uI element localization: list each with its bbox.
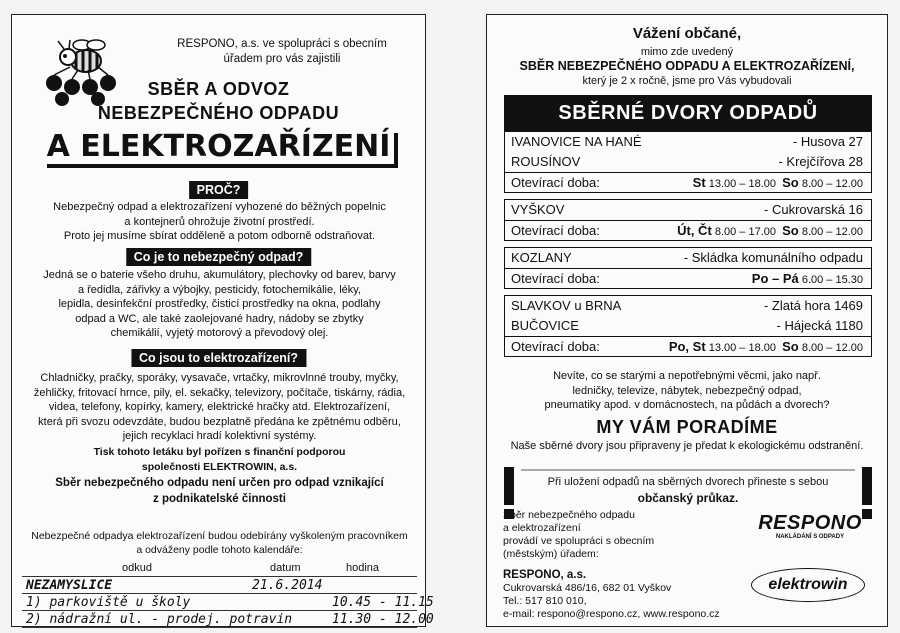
hours-time: 6.00 – 15.30 [801, 274, 863, 286]
electro-text [22, 371, 417, 444]
text-line: Nevíte, co se starými a nepotřebnými věcmi, jako např. [553, 370, 821, 382]
print-note [22, 445, 417, 474]
text-line: a elektrozařízení [503, 522, 581, 534]
respono-logo [755, 512, 865, 540]
greeting-line-4: který je 2 x ročně, jsme pro Vás vybudovali [582, 75, 792, 87]
company-address: Cukrovarská 486/16, 682 01 Vyškov [503, 582, 672, 594]
intro-line: RESPONO, a.s. ve spolupráci s obecním [177, 38, 387, 50]
hours-day: So [782, 223, 799, 238]
text-line: chemikálií, vyjetý motorový a převodový olej. [110, 327, 329, 339]
yard-place [505, 316, 871, 336]
yard-name: BUČOVICE [511, 318, 579, 333]
hours-day: Po, St [668, 339, 706, 354]
title-main: A ELEKTROZAŘÍZENÍ [43, 129, 395, 164]
text-line: pneumatiky apod. v domácnostech, na půdách a dvorech? [544, 399, 830, 411]
id-card-label: občanský průkaz. [637, 491, 739, 505]
proc-header: PROČ? [189, 181, 249, 199]
yard-street: - Husova 27 [792, 134, 863, 149]
text-line: lepidla, desinfekční prostředky, čisticí prostředky na okna, podlahy [58, 298, 381, 310]
hours-values [693, 173, 863, 194]
text-line: jejich recyklaci hradí kolektivní systémy. [122, 430, 317, 442]
yard-place [505, 296, 871, 316]
intro-line: úřadem pro vás zajistili [223, 53, 341, 65]
left-leaflet-panel [11, 14, 434, 627]
schedule-intro [22, 529, 417, 557]
respono-logo-name: RESPONO [758, 512, 862, 534]
yard-street: - Hájecká 1180 [776, 318, 863, 333]
hours-label: Otevírací doba: [511, 175, 600, 190]
electro-header: Co jsou to elektrozařízení? [131, 349, 306, 367]
hours-label: Otevírací doba: [511, 339, 600, 354]
hours-label: Otevírací doba: [511, 223, 600, 238]
schedule-table [22, 576, 434, 628]
text-line: Proto jej musíme sbírat odděleně a potom odborně odstraňovat. [63, 230, 376, 242]
text-line: provádí ve spolupráci s obecním [503, 535, 655, 547]
text-line: Sběr nebezpečného odpadu není určen pro odpad vznikající [55, 477, 384, 489]
intro-text [152, 37, 412, 67]
text-line: z podnikatelské činnosti [153, 493, 286, 505]
yard-hours [505, 268, 871, 288]
yard-hours [505, 336, 871, 356]
yard-name: VYŠKOV [511, 202, 565, 217]
text-line: žehličky, fritovací hrnce, pily, el. sekačky, televizory, počítače, tiskárny, rádia, [33, 386, 406, 399]
yard-name: ROUSÍNOV [511, 154, 581, 169]
yard-place [505, 248, 871, 268]
unused-items-text [487, 369, 887, 413]
schedule-place: NEZAMYSLICE [26, 578, 113, 593]
waste-text [22, 268, 417, 341]
schedule-date: 21.6.2014 [252, 578, 323, 593]
yard-place [505, 200, 871, 220]
schedule-header-place: odkud [122, 562, 152, 574]
waste-header: Co je to nebezpečný odpad? [126, 248, 311, 266]
footer-intro [503, 509, 654, 561]
greeting-line-3: SBĚR NEBEZPEČNÉHO ODPADU A ELEKTROZAŘÍZENÍ, [519, 59, 855, 73]
ready-text: Naše sběrné dvory jsou připraveny je předat k ekologickému odstranění. [510, 440, 864, 452]
title-line-3 [12, 129, 425, 164]
yard-street: - Krejčířova 28 [778, 154, 863, 169]
yard-name: KOZLANY [511, 250, 572, 265]
greeting: Vážení občané, [632, 25, 742, 42]
table-row [22, 577, 417, 594]
text-line: a odváženy podle tohoto kalendáře: [136, 544, 303, 556]
text-line: Sběr nebezpečného odpadu [503, 509, 635, 521]
company-phone: Tel.: 517 810 010, [503, 595, 587, 607]
yard-place [505, 132, 871, 152]
schedule-time: 10.45 - 11.15 [332, 595, 434, 610]
title-line-2: NEBEZPEČNÉHO ODPADU [97, 103, 340, 123]
hours-values [669, 337, 863, 358]
text-line: videa, telefony, kopírky, kamery, elektrické hračky atd. Elektrozařízení, [48, 401, 391, 413]
company-name: RESPONO, a.s. [503, 569, 587, 581]
hours-time: 8.00 – 17.00 [714, 226, 777, 238]
schedule-header-date: datum [270, 562, 301, 574]
hours-time: 13.00 – 18.00 [708, 178, 777, 190]
hours-time: 8.00 – 12.00 [801, 178, 863, 190]
id-card-note [521, 469, 855, 509]
hours-time: 13.00 – 18.00 [708, 342, 777, 354]
hours-time: 8.00 – 12.00 [801, 342, 863, 354]
text-line: Nebezpečný odpad a elektrozařízení vyhozené do běžných popelnic [53, 201, 386, 213]
respono-logo-subtitle: NAKLÁDÁNÍ S ODPADY [775, 534, 845, 540]
right-leaflet-panel [486, 14, 888, 627]
hours-day: So [782, 339, 799, 354]
yard-box-4 [504, 295, 872, 357]
yard-name: IVANOVICE NA HANÉ [511, 134, 642, 149]
hours-label: Otevírací doba: [511, 271, 600, 286]
title-line-1: SBĚR A ODVOZ [147, 79, 290, 99]
text-line: ledničky, televize, nábytek, nebezpečný odpad, [572, 384, 802, 397]
table-row [22, 611, 434, 628]
hours-day: St [692, 175, 706, 190]
yard-place [505, 152, 871, 172]
hours-time: 8.00 – 12.00 [801, 226, 863, 238]
yard-street: - Cukrovarská 16 [764, 202, 863, 217]
business-waste-warning [22, 475, 417, 507]
greeting-line-2: mimo zde uvedený [640, 46, 734, 58]
schedule-header-time: hodina [346, 562, 380, 574]
text-line: Nebezpečné odpadya elektrozařízení budou odebírány vyškoleným pracovníkem [31, 530, 408, 542]
section-title: SBĚRNÉ DVORY ODPADŮ [504, 95, 872, 131]
text-line: odpad a WC, ale také zaolejované hadry, nádoby se zbytky [75, 312, 364, 325]
text-line: Chladničky, pračky, sporáky, vysavače, vrtačky, mikrovlnné trouby, myčky, [40, 372, 399, 384]
text-line: Při uložení odpadů na sběrných dvorech přineste s sebou [547, 476, 829, 488]
text-line: a ředidla, zářivky a výbojky, pesticidy, fotochemikálie, léky, [77, 283, 362, 296]
table-row [22, 594, 434, 611]
yard-hours [505, 172, 871, 192]
proc-text [22, 200, 417, 244]
company-contact [503, 569, 720, 621]
company-web: e-mail: respono@respono.cz, www.respono.cz [503, 608, 720, 620]
yard-hours [505, 220, 871, 240]
schedule-place: 2) nádražní ul. - prodej. potravin [26, 612, 293, 627]
yard-street: - Zlatá hora 1469 [763, 298, 863, 313]
hours-day: Po – Pá [751, 271, 799, 286]
schedule-time: 11.30 - 12.00 [332, 612, 434, 627]
schedule-place: 1) parkoviště u školy [26, 595, 191, 610]
text-line: Jedná se o baterie všeho druhu, akumulátory, plechovky od barev, barvy [43, 269, 396, 281]
text-line: a kontejnerů ohrožuje životní prostředí. [124, 215, 315, 228]
text-line: (městským) úřadem: [503, 548, 599, 560]
text-line: která při svozu odevzdáte, budou bezplatně předána ke zpětnému odběru, [38, 415, 401, 428]
yard-name: SLAVKOV u BRNA [511, 298, 622, 313]
elektrowin-logo: elektrowin [751, 568, 865, 602]
text-line: společnosti ELEKTROWIN, a.s. [141, 460, 298, 473]
hours-day: So [782, 175, 799, 190]
hours-day: Út, Čt [677, 223, 712, 238]
text-line: Tisk tohoto letáku byl pořízen s finanční podporou [93, 446, 346, 458]
hours-values [752, 269, 863, 290]
yard-box-3 [504, 247, 872, 289]
yard-box-1 [504, 131, 872, 193]
yard-box-2 [504, 199, 872, 241]
offer-heading: MY VÁM PORADÍME [596, 417, 778, 437]
yard-street: - Skládka komunálního odpadu [683, 250, 863, 265]
hours-values [677, 221, 863, 242]
